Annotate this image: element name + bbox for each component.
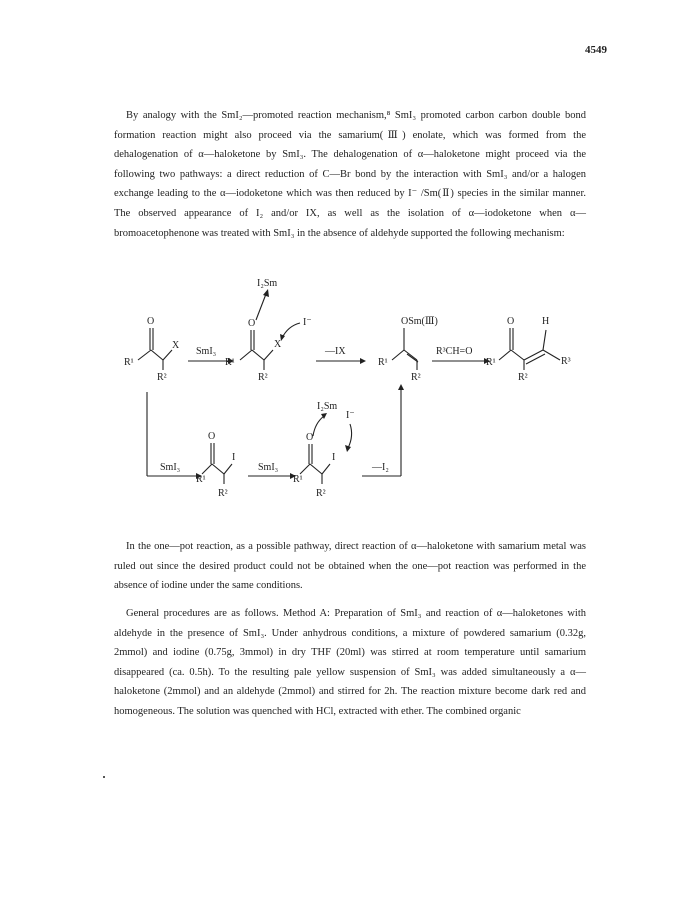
carbonyl-oxygen-6: O	[306, 432, 314, 443]
osm-label: OSm(Ⅲ)	[401, 316, 438, 327]
r1-label-2: R¹	[225, 357, 235, 368]
aldehyde-reagent-label: R³CH=O	[436, 346, 473, 357]
samarium-enolate-structure	[378, 316, 438, 383]
r1-label-6: R¹	[293, 474, 303, 485]
carbonyl-oxygen-4: O	[507, 316, 515, 327]
r2-label-4: R²	[518, 372, 528, 383]
halogen-x-2: X	[274, 339, 282, 350]
i2sm-label-2: I₂Sm	[317, 401, 338, 412]
margin-mark	[103, 776, 105, 778]
iodine-label-1: I	[232, 452, 236, 463]
iodide-label-1: I⁻	[303, 317, 312, 328]
loss-ix-label: —IX	[325, 346, 346, 357]
carbonyl-oxygen-1: O	[147, 316, 155, 327]
paragraph-mechanism: By analogy with the SmI₂—promoted reaction mechanism,⁸ SmI₃ promoted carbon carbon double bond formation reaction might also proceed via the samarium(Ⅲ) enolate, which was formed from the dehalogenation of α—haloketone by SmI₃. The dehalogenation of α—haloketone might proceed via the following two pathways: a direct reduction of C—Br bond by the interaction with SmI₃ and/or a halogen exchange leading to the α—iodoketone which was then reduced by I⁻ /Sm(Ⅱ) species in the similar manner. The observed appearance of I₂ and/or IX, as well as the isolation of α—iodoketone when α—bromoacetophenone was treated with SmI₃ in the absence of aldehyde supported the following mechanism:	[114, 110, 586, 239]
reaction-scheme	[110, 268, 590, 516]
paragraph-one-pot: In the one—pot reaction, as a possible pathway, direct reaction of α—haloketone with samarium metal was ruled out since the desired product could not be obtained when the one—pot reaction was performed in the absence of iodine under the same conditions.	[114, 541, 586, 592]
iodoketone-structure	[196, 431, 235, 499]
r1-label-1: R¹	[124, 357, 134, 368]
r1-label-4: R¹	[486, 357, 496, 368]
paragraph-general-procedures: General procedures are as follows. Method A: Preparation of SmI₃ and reaction of α—haloketones with aldehyde in the presence of SmI₃. Under anhydrous conditions, a mixture of powdered samarium (0.32g, 2mmol) and iodine (0.75g, 3mmol) in dry THF (20ml) was stirred at room temperature until samarium disappeared (ca. 0.5h). To the resulting pale yellow suspension of SmI₃ was added simultaneously a α—haloketone (2mmol) and an aldehyde (2mmol) and stirred for 2h. The reaction mixture become dark red and homogeneous. The solution was quenched with HCl, extracted with ether. The combined organic	[114, 608, 586, 717]
reagent-smi3-2: SmI₃	[160, 462, 181, 473]
haloketone-structure	[124, 316, 180, 383]
page-number: 4549	[585, 44, 607, 56]
enone-product-structure	[486, 316, 571, 383]
r3-label: R³	[561, 356, 571, 367]
iodine-label-2: I	[332, 452, 336, 463]
samarium-complex-structure	[225, 278, 312, 383]
carbonyl-oxygen-2: O	[248, 318, 256, 329]
r2-label-5: R²	[218, 488, 228, 499]
iodo-samarium-complex-structure	[293, 401, 355, 499]
vinyl-hydrogen-label: H	[542, 316, 550, 327]
carbonyl-oxygen-5: O	[208, 431, 216, 442]
iodide-label-2: I⁻	[346, 410, 355, 421]
halogen-x-1: X	[172, 340, 180, 351]
r2-label-3: R²	[411, 372, 421, 383]
reagent-smi3-3: SmI₃	[258, 462, 279, 473]
r2-label-6: R²	[316, 488, 326, 499]
r2-label-2: R²	[258, 372, 268, 383]
reagent-smi3-1: SmI₃	[196, 346, 217, 357]
r2-label-1: R²	[157, 372, 167, 383]
r1-label-3: R¹	[378, 357, 388, 368]
i2sm-label-1: I₂Sm	[257, 278, 278, 289]
loss-i2-label: —I₂	[372, 462, 389, 473]
r1-label-5: R¹	[196, 474, 206, 485]
